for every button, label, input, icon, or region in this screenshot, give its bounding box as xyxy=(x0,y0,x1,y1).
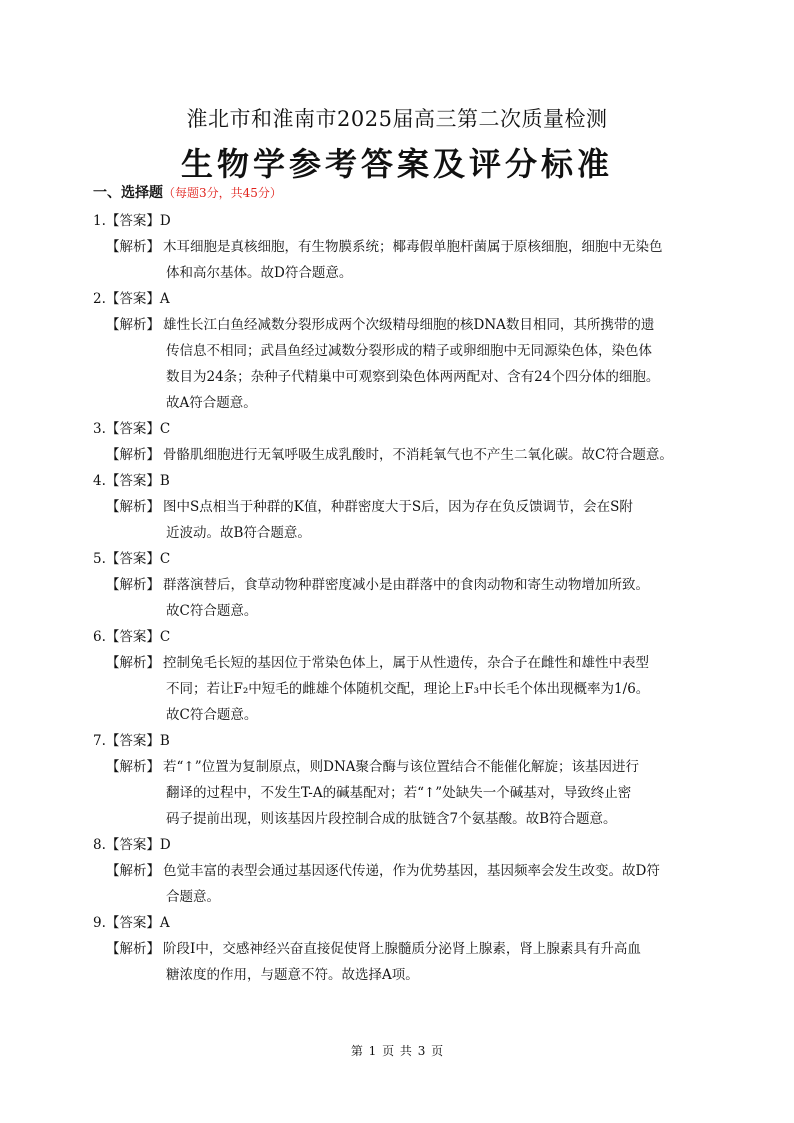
question-number: 6. xyxy=(93,629,106,645)
question-item xyxy=(93,286,713,416)
answer-tag: 【答案】 xyxy=(105,291,160,307)
question-number: 7. xyxy=(93,733,106,749)
answer-tag: 【答案】 xyxy=(105,733,160,749)
explanation-line: 翻译的过程中，不发生T-A的碱基配对；若“↑”处缺失一个碱基对，导致终止密 xyxy=(166,785,632,801)
explanation-line: 若“↑”位置为复制原点，则DNA聚合酶与该位置结合不能催化解旋；该基因进行 xyxy=(163,759,639,775)
explanation xyxy=(93,572,713,624)
explanation-line: 木耳细胞是真核细胞，有生物膜系统；椰毒假单胞杆菌属于原核细胞，细胞中无染色 xyxy=(163,239,663,255)
explanation-tag: 【解析】 xyxy=(106,941,160,957)
answer-line xyxy=(93,468,713,494)
exam-title: 淮北市和淮南市2025届高三第二次质量检测 xyxy=(186,107,608,131)
answer-value: D xyxy=(159,837,171,853)
answer-line xyxy=(93,208,713,234)
question-item xyxy=(93,416,713,468)
explanation xyxy=(93,494,713,546)
explanation-line: 不同；若让F₂中短毛的雌雄个体随机交配，理论上F₃中长毛个体出现概率为1/6。 xyxy=(166,681,650,697)
question-number: 8. xyxy=(93,837,106,853)
question-list xyxy=(93,208,713,988)
answer-tag: 【答案】 xyxy=(105,837,160,853)
explanation-line: 数目为24条；杂种子代精巢中可观察到染色体两两配对、含有24个四分体的细胞。 xyxy=(166,369,660,385)
section-heading xyxy=(93,182,282,202)
answer-line xyxy=(93,416,713,442)
question-item xyxy=(93,624,713,728)
answer-line xyxy=(93,286,713,312)
explanation-line: 故A符合题意。 xyxy=(166,395,257,411)
question-number: 2. xyxy=(93,291,106,307)
answer-line xyxy=(93,546,713,572)
question-item xyxy=(93,546,713,624)
question-number: 9. xyxy=(93,915,106,931)
answer-value: A xyxy=(159,291,170,307)
answer-value: C xyxy=(159,421,171,437)
question-number: 3. xyxy=(93,421,106,437)
answer-line xyxy=(93,910,713,936)
explanation xyxy=(93,234,713,286)
explanation-line: 阶段Ⅰ中，交感神经兴奋直接促使肾上腺髓质分泌肾上腺素，肾上腺素具有升高血 xyxy=(163,941,641,957)
question-number: 4. xyxy=(93,473,106,489)
explanation-line: 近波动。故B符合题意。 xyxy=(166,525,311,541)
section-score-note: （每题3分，共45分） xyxy=(163,186,282,200)
explanation-line: 体和高尔基体。故D符合题意。 xyxy=(166,265,353,281)
question-item xyxy=(93,910,713,988)
answer-value: C xyxy=(159,551,171,567)
answer-tag: 【答案】 xyxy=(105,213,160,229)
answer-value: B xyxy=(159,733,170,749)
answer-tag: 【答案】 xyxy=(105,421,160,437)
page-footer: 第 1 页 共 3 页 xyxy=(350,1044,444,1058)
explanation-line: 骨骼肌细胞进行无氧呼吸生成乳酸时，不消耗氧气也不产生二氧化碳。故C符合题意。 xyxy=(163,447,673,463)
explanation xyxy=(93,650,713,728)
explanation-line: 糖浓度的作用，与题意不符。故选择A项。 xyxy=(166,967,419,983)
explanation-line: 控制兔毛长短的基因位于常染色体上，属于从性遗传，杂合子在雌性和雄性中表型 xyxy=(163,655,649,671)
answer-line xyxy=(93,832,713,858)
explanation-tag: 【解析】 xyxy=(106,499,160,515)
explanation-tag: 【解析】 xyxy=(106,577,160,593)
explanation-tag: 【解析】 xyxy=(106,863,160,879)
explanation-line: 故C符合题意。 xyxy=(166,603,258,619)
answer-tag: 【答案】 xyxy=(105,551,160,567)
answer-value: B xyxy=(159,473,170,489)
explanation xyxy=(93,858,713,910)
section-title: 一、选择题 xyxy=(93,185,163,201)
explanation xyxy=(93,936,713,988)
explanation-tag: 【解析】 xyxy=(106,447,160,463)
explanation-tag: 【解析】 xyxy=(106,317,160,333)
explanation xyxy=(93,442,713,468)
answer-tag: 【答案】 xyxy=(105,915,160,931)
answer-line xyxy=(93,728,713,754)
question-item xyxy=(93,208,713,286)
question-number: 1. xyxy=(93,213,106,229)
answer-key-title: 生物学参考答案及评分标准 xyxy=(180,145,613,183)
explanation-line: 故C符合题意。 xyxy=(166,707,258,723)
explanation xyxy=(93,754,713,832)
question-item xyxy=(93,832,713,910)
explanation-line: 群落演替后，食草动物种群密度减小是由群落中的食肉动物和寄生动物增加所致。 xyxy=(163,577,649,593)
answer-tag: 【答案】 xyxy=(105,473,160,489)
question-number: 5. xyxy=(93,551,106,567)
explanation-line: 雄性长江白鱼经减数分裂形成两个次级精母细胞的核DNA数目相同，其所携带的遗 xyxy=(163,317,655,333)
answer-value: D xyxy=(159,213,171,229)
answer-line xyxy=(93,624,713,650)
explanation-line: 码子提前出现，则该基因片段控制合成的肽链含7个氨基酸。故B符合题意。 xyxy=(166,811,617,827)
explanation-tag: 【解析】 xyxy=(106,239,160,255)
answer-value: C xyxy=(159,629,171,645)
explanation-tag: 【解析】 xyxy=(106,759,160,775)
question-item xyxy=(93,468,713,546)
explanation-line: 合题意。 xyxy=(166,889,220,905)
explanation-line: 传信息不相同；武昌鱼经过减数分裂形成的精子或卵细胞中无同源染色体，染色体 xyxy=(166,343,652,359)
explanation-line: 图中S点相当于种群的K值，种群密度大于S后，因为存在负反馈调节，会在S附 xyxy=(163,499,633,515)
answer-value: A xyxy=(159,915,170,931)
explanation xyxy=(93,312,713,416)
question-item xyxy=(93,728,713,832)
explanation-tag: 【解析】 xyxy=(106,655,160,671)
answer-tag: 【答案】 xyxy=(105,629,160,645)
explanation-line: 色觉丰富的表型会通过基因逐代传递，作为优势基因，基因频率会发生改变。故D符 xyxy=(163,863,660,879)
